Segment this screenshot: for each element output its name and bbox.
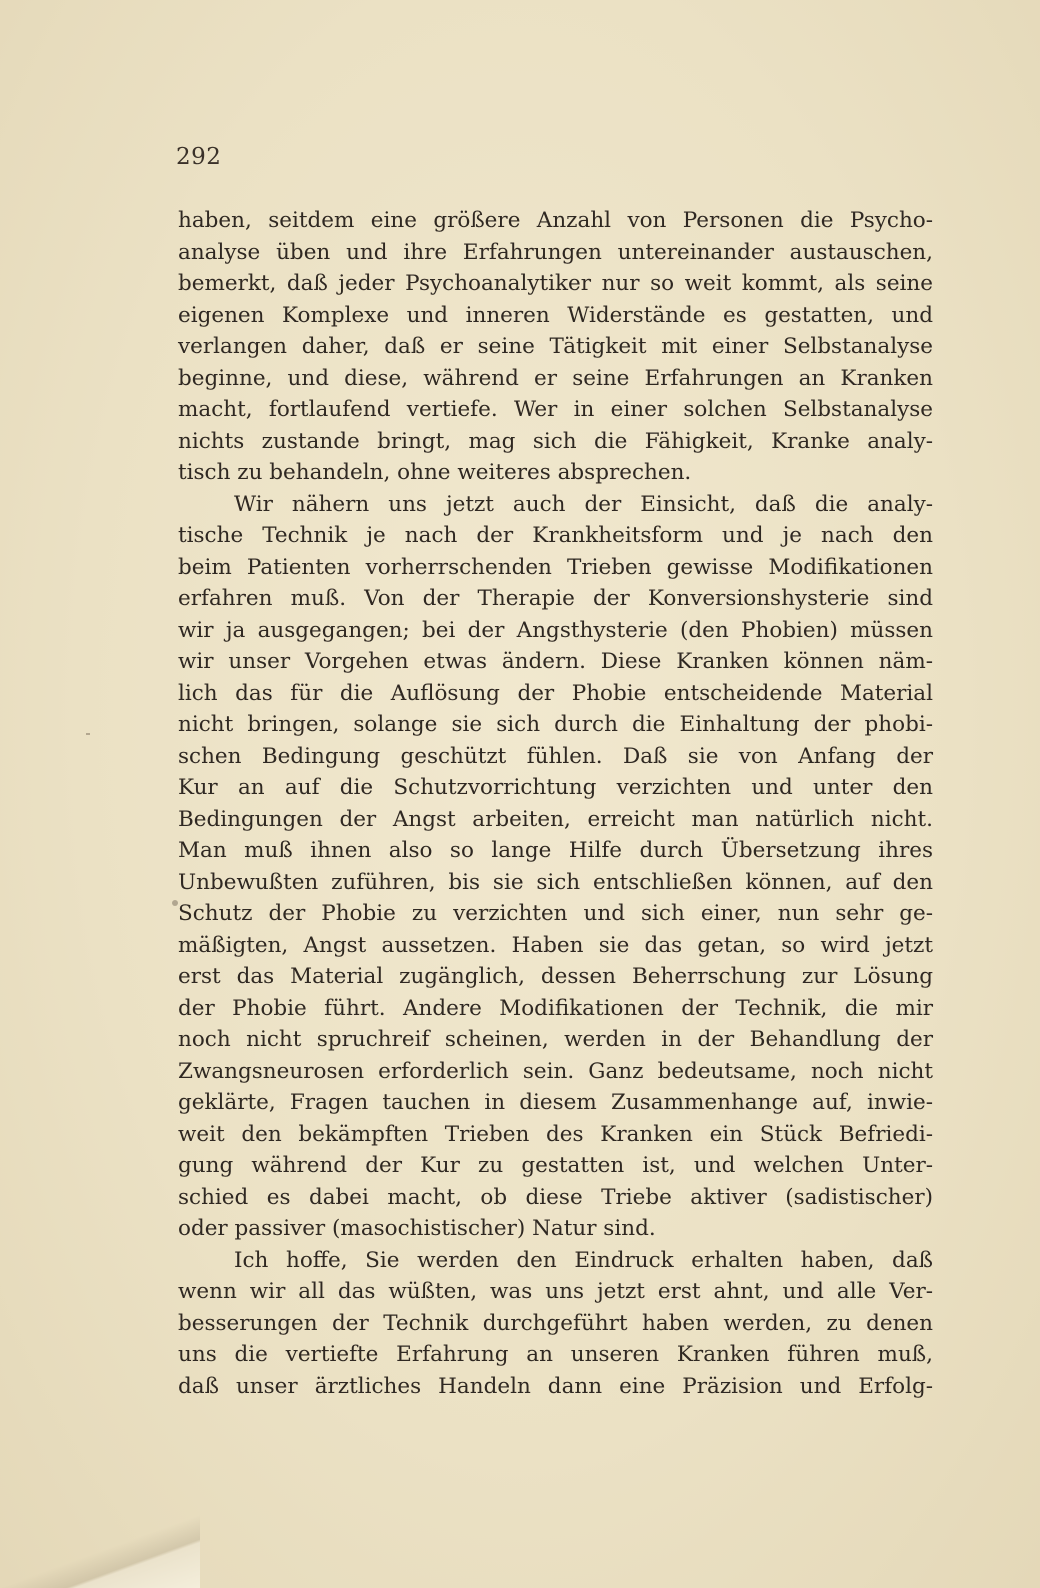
text-line: Bedingungen der Angst arbeiten, erreicht man natürlich nicht. — [178, 806, 933, 832]
text-line: oder passiver (masochistischer) Natur sind. — [178, 1216, 656, 1241]
text-line: macht, fortlaufend vertiefe. Wer in einer solchen Selbstanalyse — [178, 397, 933, 422]
text-line: Wir nähern uns jetzt auch der Einsicht, daß die analy- — [234, 491, 933, 517]
text-line: nichts zustande bringt, mag sich die Fähigkeit, Kranke analy- — [178, 428, 933, 454]
text-line: erst das Material zugänglich, dessen Beherrschung zur Lösung — [178, 964, 933, 989]
text-line: noch nicht spruchreif scheinen, werden in der Behandlung der — [178, 1027, 933, 1052]
text-line: bemerkt, daß jeder Psychoanalytiker nur so weit kommt, als seine — [178, 271, 933, 296]
text-line: wir ja ausgegangen; bei der Angsthysterie (den Phobien) müssen — [178, 617, 933, 643]
text-line: gung während der Kur zu gestatten ist, und welchen Unter- — [178, 1153, 933, 1178]
paragraph-3 — [178, 1245, 933, 1403]
text-line: tisch zu behandeln, ohne weiteres absprechen. — [178, 460, 692, 485]
page-number: 292 — [176, 144, 222, 170]
text-line: Ich hoffe, Sie werden den Eindruck erhalten haben, daß — [234, 1247, 933, 1273]
text-line: wir unser Vorgehen etwas ändern. Diese Kranken können näm- — [178, 649, 933, 674]
text-line: schen Bedingung geschützt fühlen. Daß sie von Anfang der — [178, 743, 933, 769]
text-line: Man muß ihnen also so lange Hilfe durch Übersetzung ihres — [178, 838, 933, 863]
text-line: haben, seitdem eine größere Anzahl von Personen die Psycho- — [178, 208, 933, 233]
text-line: Schutz der Phobie zu verzichten und sich einer, nun sehr ge- — [178, 901, 933, 926]
text-line: Unbewußten zuführen, bis sie sich entschließen können, auf den — [178, 869, 933, 895]
text-line: geklärte, Fragen tauchen in diesem Zusammenhange auf, inwie- — [178, 1090, 933, 1115]
text-line: tische Technik je nach der Krankheitsform und je nach den — [178, 523, 933, 548]
text-line: daß unser ärztliches Handeln dann eine Präzision und Erfolg- — [178, 1373, 933, 1399]
text-line: weit den bekämpften Trieben des Kranken ein Stück Befriedi- — [178, 1121, 933, 1147]
text-line: mäßigten, Angst aussetzen. Haben sie das getan, so wird jetzt — [178, 932, 933, 958]
text-line: erfahren muß. Von der Therapie der Konversionshysterie sind — [178, 586, 933, 611]
text-line: nicht bringen, solange sie sich durch die Einhaltung der phobi- — [178, 712, 933, 737]
text-line: besserungen der Technik durchgeführt haben werden, zu denen — [178, 1310, 933, 1336]
text-line: Zwangsneurosen erforderlich sein. Ganz bedeutsame, noch nicht — [178, 1058, 933, 1084]
text-line: beim Patienten vorherrschenden Trieben gewisse Modifikationen — [178, 554, 933, 580]
margin-mark — [86, 733, 90, 735]
text-line: schied es dabei macht, ob diese Triebe aktiver (sadistischer) — [178, 1184, 933, 1210]
text-line: eigenen Komplexe und inneren Widerstände es gestatten, und — [178, 302, 933, 328]
text-line: uns die vertiefte Erfahrung an unseren Kranken führen muß, — [178, 1342, 933, 1367]
text-line: analyse üben und ihre Erfahrungen untereinander austauschen, — [178, 239, 933, 265]
text-line: Kur an auf die Schutzvorrichtung verzichten und unter den — [178, 775, 933, 800]
text-line: lich das für die Auflösung der Phobie entscheidende Material — [178, 680, 933, 706]
text-line: der Phobie führt. Andere Modifikationen der Technik, die mir — [178, 995, 933, 1021]
text-line: verlangen daher, daß er seine Tätigkeit mit einer Selbstanalyse — [178, 334, 933, 359]
body-text — [178, 205, 933, 1402]
text-line: wenn wir all das wüßten, was uns jetzt erst ahnt, und alle Ver- — [178, 1279, 933, 1304]
paragraph-1 — [178, 205, 933, 489]
text-line: beginne, und diese, während er seine Erfahrungen an Kranken — [178, 365, 933, 391]
page-corner-fold — [0, 1498, 200, 1588]
paragraph-2 — [178, 489, 933, 1245]
